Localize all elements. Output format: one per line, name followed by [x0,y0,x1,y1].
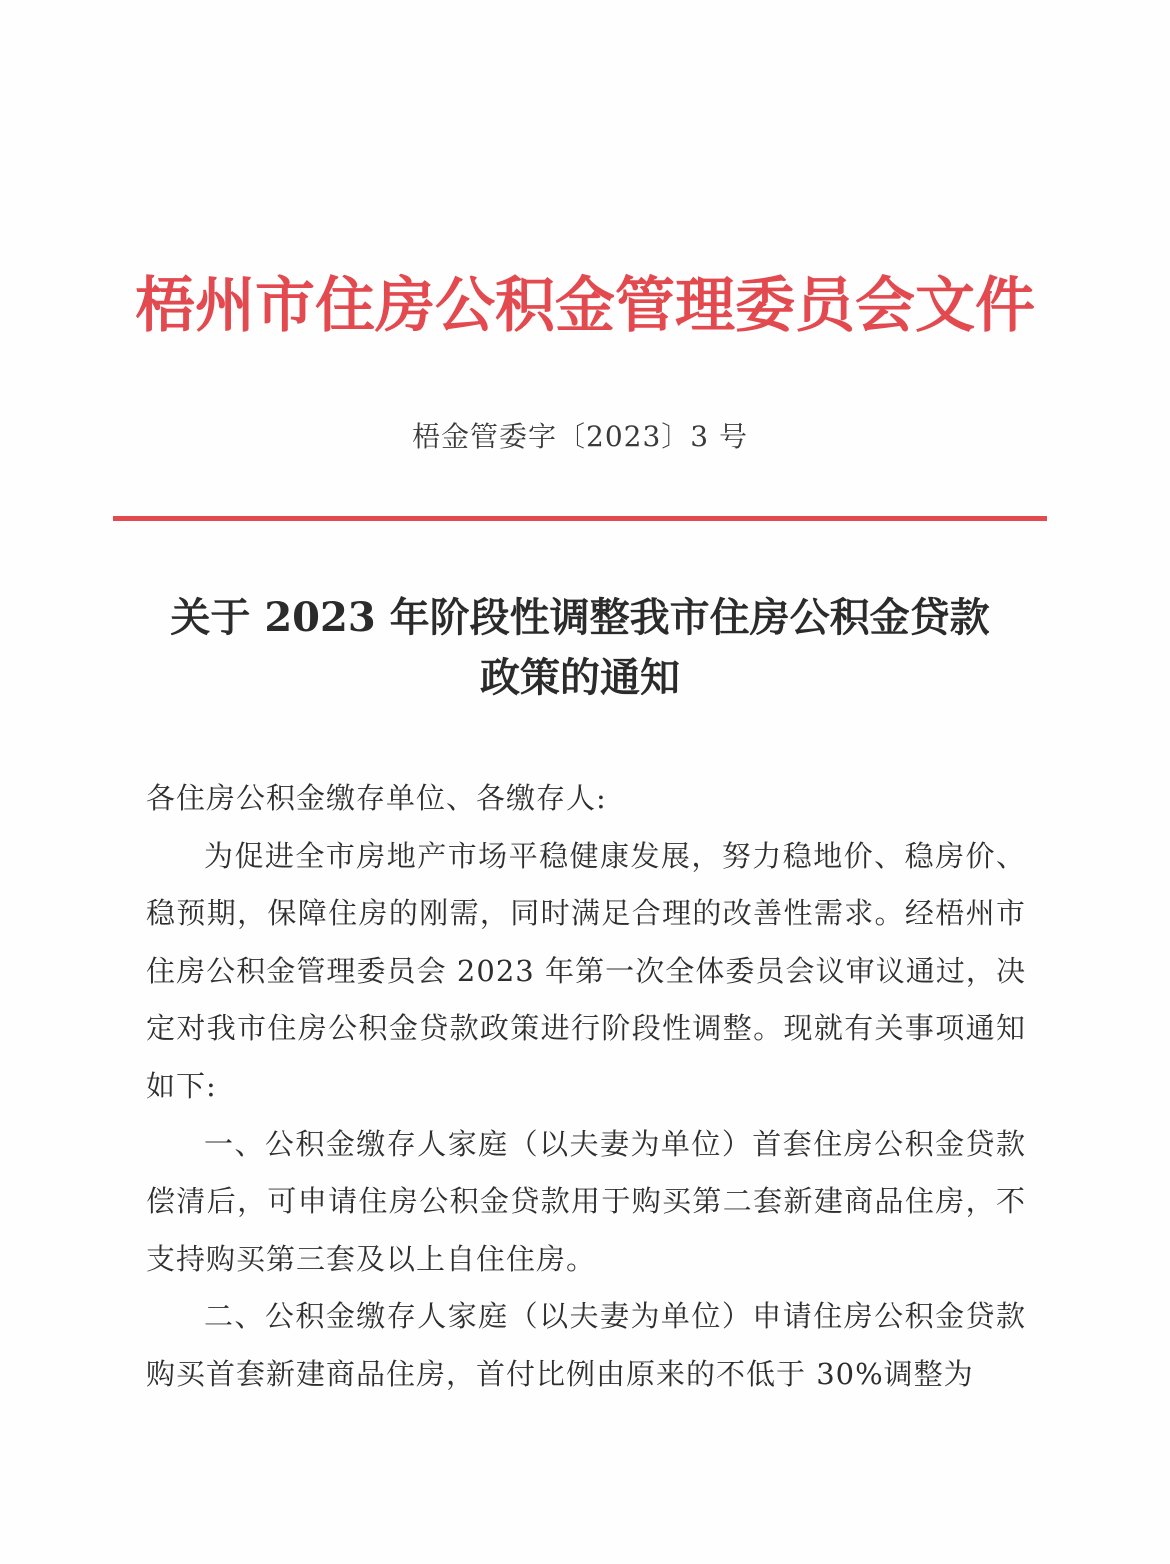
paragraph-item-2: 二、公积金缴存人家庭（以夫妻为单位）申请住房公积金贷款购买首套新建商品住房，首付比例由原来的不低于 30%调整为 [146,1299,1026,1391]
salutation: 各住房公积金缴存单位、各缴存人: [146,781,607,815]
notice-title-line-2: 政策的通知 [480,654,680,701]
notice-body [146,770,1026,1404]
paragraph-item-1: 一、公积金缴存人家庭（以夫妻为单位）首套住房公积金贷款偿清后，可申请住房公积金贷款用于购买第二套新建商品住房，不支持购买第三套及以上自住住房。 [146,1126,1026,1276]
notice-title-line-1: 关于 2023 年阶段性调整我市住房公积金贷款 [170,594,990,641]
document-number: 梧金管委字〔2023〕3 号 [412,420,748,453]
notice-title [0,588,1160,708]
paragraph-intro: 为促进全市房地产市场平稳健康发展，努力稳地价、稳房价、稳预期，保障住房的刚需，同时满足合理的改善性需求。经梧州市住房公积金管理委员会 2023 年第一次全体委员会议审议通过，决定对我市住房公积金贷款政策进行阶段性调整。现就有关事项通知如下: [146,838,1026,1103]
agency-header: 梧州市住房公积金管理委员会文件 [135,271,1035,341]
red-divider-line [113,516,1047,521]
